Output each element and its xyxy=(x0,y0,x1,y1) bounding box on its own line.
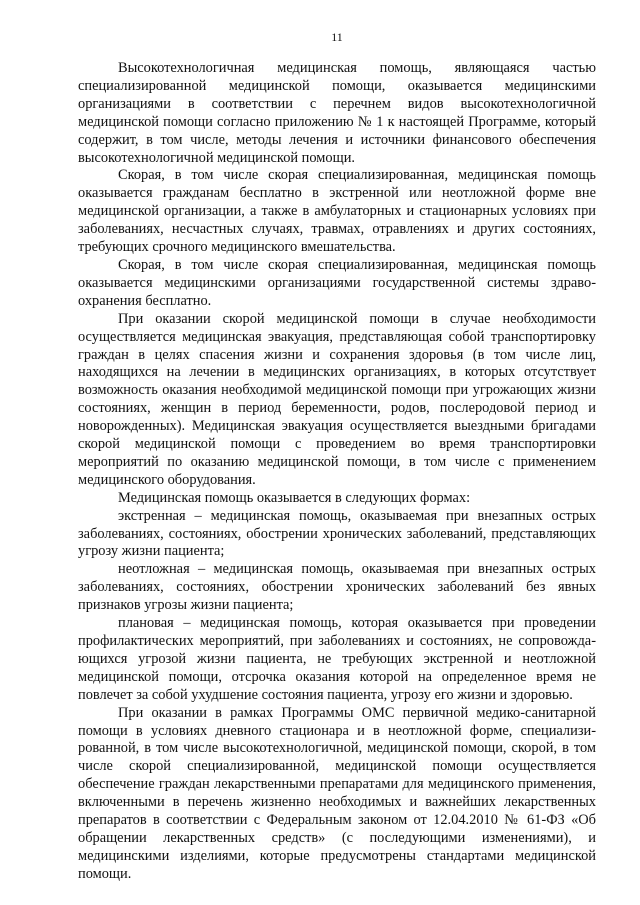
paragraph-care-forms-intro: Медицинская помощь оказывается в следующих формах: xyxy=(118,489,471,506)
paragraph-form-urgent: неотложная – медицинская помощь, оказываемая при внезапных острых заболеваниях, состояниях, обострении хронических заболеваний без явных признаков угрозы жизни пациента; xyxy=(78,561,596,614)
paragraph-emergency-care: Скорая, в том числе скорая специализированная, медицинская помощь оказывается гражданам бесплатно в экстренной или неотложной форме вне медицинской организации, а также в амбулаторных и стационарных условиях при заболеваниях, несчастных случаях, травмах, отравлениях и других состояниях, требующих срочного медицинского вмешательства. xyxy=(78,167,596,256)
paragraph-drug-provision: При оказании в рамках Программы ОМС первичной медико-санитарной помощи в условиях дневного стационара и в неотложной форме, специализированной, в том числе высокотехнологичной, медицинской помощи, скорой, в том числе скорой специализированной, медицинской помощи осуществляется обеспечение граждан лекарственными препаратами для медицинского применения, включенными в перечень жизненно необходимых и важнейших лекарственных препаратов в соответствии с Федеральным законом от 12.04.2010 № 61-ФЗ «Об обращении лекарственных средств» (с последующими изменениями), и медицинскими изделиями, которые предусмотрены стандартами медицинской помощи. xyxy=(78,704,596,882)
paragraph-form-planned: плановая – медицинская помощь, которая оказывается при проведении профилактических мероприятий, при заболеваниях и состояниях, не сопровождающихся угрозой жизни пациента, не требующих экстренной и неотложной медицинской помощи, отсрочка оказания которой на определенное время не повлечет за собой ухудшение состояния пациента, угрозу его жизни и здоровью. xyxy=(78,615,596,703)
paragraph-medical-evacuation: При оказании скорой медицинской помощи в случае необходимости осуществляется медицинская эвакуация, представляющая собой транспортировку граждан в целях спасения жизни и сохранения здоровья (в том числе лиц, находящихся на лечении в медицинских организациях, в которых отсутствует возможность оказания необходимой медицинской помощи при угрожающих жизни состояниях, женщин в период беременности, родов, послеродовой период и новорожденных). Медицинская эвакуация осуществляется выездными бригадами скорой медицинской помощи с проведением во время транспортировки мероприятий по оказанию медицинской помощи, в том числе с применением медицинского оборудования. xyxy=(78,310,596,488)
paragraph-emergency-care-free: Скорая, в том числе скорая специализированная, медицинская помощь оказывается медицинскими организациями государственной системы здравоохранения бесплатно. xyxy=(78,256,596,309)
paragraph-high-tech-care: Высокотехнологичная медицинская помощь, являющаяся частью специализированной медицинской помощи, оказывается медицинскими организациями в соответствии с перечнем видов высокотехнологичной медицинской помощи согласно приложению № 1 к настоящей Программе, который содержит, в том числе, методы лечения и источники финансового обеспечения высокотехнологичной медицинской помощи. xyxy=(78,60,596,166)
paragraph-form-emergency: экстренная – медицинская помощь, оказываемая при внезапных острых заболеваниях, состояниях, обострении хронических заболеваний, представляющих угрозу жизни пациента; xyxy=(78,507,596,560)
body-text xyxy=(78,60,596,884)
page-number: 11 xyxy=(331,30,343,44)
